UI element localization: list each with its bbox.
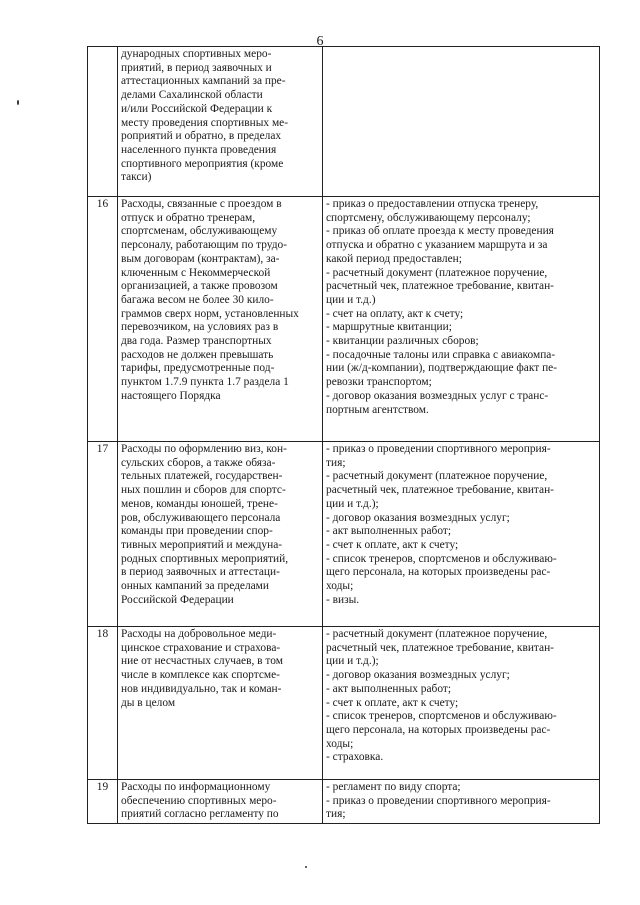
table-row [88, 47, 600, 197]
document-line: ции и т.д.); [326, 655, 379, 668]
document-line: ходы; [326, 580, 354, 593]
description-line: сульских сборов, а также обяза- [121, 456, 276, 469]
scan-speck [305, 866, 307, 868]
row-number: 17 [88, 442, 118, 627]
description-line: ды в целом [121, 696, 176, 709]
supporting-documents [323, 442, 600, 627]
document-line: - договор оказания возмездных услуг с транс- [326, 389, 549, 402]
expense-description [118, 47, 323, 197]
description-line: месту проведения спортивных ме- [121, 116, 288, 129]
supporting-documents [323, 197, 600, 442]
table-row [88, 197, 600, 442]
document-line: тия; [326, 456, 346, 469]
description-line: спортсменам, обслуживающему [121, 225, 278, 238]
expenses-table [87, 46, 600, 824]
document-line: - регламент по виду спорта; [326, 781, 461, 793]
description-line: спортивного мероприятия (кроме [121, 157, 284, 170]
description-line: настоящего Порядка [121, 389, 221, 402]
description-line: онных кампаний за пределами [121, 580, 269, 593]
description-line: приятий, в период заявочных и [121, 61, 272, 74]
document-line: расчетный чек, платежное требование, квитан- [326, 280, 554, 293]
document-line: какой период предоставлен; [326, 252, 462, 265]
document-line: спортсмену, обслуживающему персоналу; [326, 211, 531, 224]
description-line: родных спортивных мероприятий, [121, 552, 289, 565]
document-line: - акт выполненных работ; [326, 525, 452, 538]
description-line: Расходы, связанные с проездом в [121, 198, 282, 210]
expense-description [118, 442, 323, 627]
description-line: граммов сверх норм, установленных [121, 307, 299, 320]
description-line: обеспечению спортивных меро- [121, 794, 277, 807]
document-line: - квитанции различных сборов; [326, 335, 479, 348]
row-number: 18 [88, 627, 118, 780]
document-line: отпуска и обратно с указанием маршрута и за [326, 239, 548, 252]
table-row [88, 442, 600, 627]
document-line: ревозки транспортом; [326, 376, 432, 389]
description-line: команды при проведении спор- [121, 525, 273, 538]
description-line: Российской Федерации [121, 593, 234, 606]
description-line: и/или Российской Федерации к [121, 102, 273, 115]
table-row [88, 627, 600, 780]
description-line: цинское страхование и страхова- [121, 641, 281, 654]
description-line: числе в комплексе как спортсме- [121, 669, 280, 682]
description-line: делами Сахалинской области [121, 89, 263, 102]
document-line: - приказ о проведении спортивного мероприя- [326, 794, 551, 807]
expense-description [118, 197, 323, 442]
document-line: щего персонала, на которых произведены рас- [326, 566, 551, 579]
description-line: такси) [121, 171, 152, 184]
document-line: - договор оказания возмездных услуг; [326, 511, 510, 524]
document-line: - посадочные талоны или справка с авиакомпа- [326, 348, 556, 361]
description-line: тельных платежей, государствен- [121, 470, 283, 483]
scan-speck [17, 100, 19, 105]
description-line: Расходы на добровольное меди- [121, 628, 277, 640]
document-line: нии (ж/д-компании), подтверждающие факт пе- [326, 362, 558, 375]
supporting-documents [323, 627, 600, 780]
document-line: ции и т.д.); [326, 497, 379, 510]
description-line: ние от несчастных случаев, в том [121, 655, 283, 668]
expense-description [118, 627, 323, 780]
row-number [88, 47, 118, 197]
description-line: дународных спортивных меро- [121, 48, 272, 60]
document-line: - расчетный документ (платежное поручение, [326, 266, 548, 279]
page-number: 6 [316, 34, 324, 49]
description-line: расходов не должен превышать [121, 348, 274, 361]
description-line: менов, команды юношей, трене- [121, 497, 278, 510]
document-line: - расчетный документ (платежное поручение, [326, 470, 548, 483]
description-line: населенного пункта проведения [121, 143, 277, 156]
document-line: - маршрутные квитанции; [326, 321, 452, 334]
description-line: в период заявочных и аттестаци- [121, 566, 280, 579]
description-line: вым договорам (контрактам), за- [121, 252, 280, 265]
document-line: - список тренеров, спортсменов и обслуживаю- [326, 710, 557, 723]
document-line: расчетный чек, платежное требование, квитан- [326, 641, 554, 654]
description-line: организацией, а также провозом [121, 280, 278, 293]
document-line: - приказ о проведении спортивного мероприя- [326, 443, 551, 455]
document-line: - приказ об оплате проезда к месту проведения [326, 225, 554, 238]
description-line: Расходы по оформлению виз, кон- [121, 443, 287, 455]
document-line: портным агентством. [326, 403, 429, 416]
document-line: - расчетный документ (платежное поручение, [326, 628, 548, 640]
description-line: отпуск и обратно тренерам, [121, 211, 256, 224]
description-line: ключенным с Некоммерческой [121, 266, 271, 279]
document-line: - счет к оплате, акт к счету; [326, 696, 459, 709]
description-line: багажа весом не более 30 кило- [121, 293, 274, 306]
description-line: нов индивидуально, так и коман- [121, 682, 282, 695]
document-line: - страховка. [326, 751, 384, 764]
document-line: расчетный чек, платежное требование, квитан- [326, 484, 554, 497]
document-line: - договор оказания возмездных услуг; [326, 669, 510, 682]
row-number: 19 [88, 780, 118, 824]
description-line: ров, обслуживающего персонала [121, 511, 281, 524]
row-number: 16 [88, 197, 118, 442]
description-line: роприятий и обратно, в пределах [121, 130, 282, 143]
description-line: ных пошлин и сборов для спортс- [121, 484, 286, 497]
document-line: - приказ о предоставлении отпуска тренеру, [326, 198, 539, 210]
document-line: - визы. [326, 593, 360, 606]
supporting-documents [323, 47, 600, 197]
description-line: аттестационных кампаний за пре- [121, 75, 286, 88]
document-line: - акт выполненных работ; [326, 682, 452, 695]
description-line: персоналу, работающим по трудо- [121, 239, 288, 252]
document-line: - список тренеров, спортсменов и обслуживаю- [326, 552, 557, 565]
description-line: два года. Размер транспортных [121, 335, 272, 348]
expense-description [118, 780, 323, 824]
supporting-documents [323, 780, 600, 824]
document-line: ходы; [326, 737, 354, 750]
document-line: - счет к оплате, акт к счету; [326, 538, 459, 551]
document-line: ции и т.д.) [326, 293, 376, 306]
document-line: щего персонала, на которых произведены рас- [326, 723, 551, 736]
description-line: тивных мероприятий и междуна- [121, 538, 283, 551]
document-line: тия; [326, 808, 346, 821]
description-line: перевозчиком, на условиях раз в [121, 321, 279, 334]
description-line: приятий согласно регламенту по [121, 808, 279, 821]
description-line: Расходы по информационному [121, 781, 271, 793]
table-row [88, 780, 600, 824]
description-line: пунктом 1.7.9 пункта 1.7 раздела 1 [121, 376, 289, 389]
description-line: тарифы, предусмотренные под- [121, 362, 275, 375]
document-line: - счет на оплату, акт к счету; [326, 307, 464, 320]
